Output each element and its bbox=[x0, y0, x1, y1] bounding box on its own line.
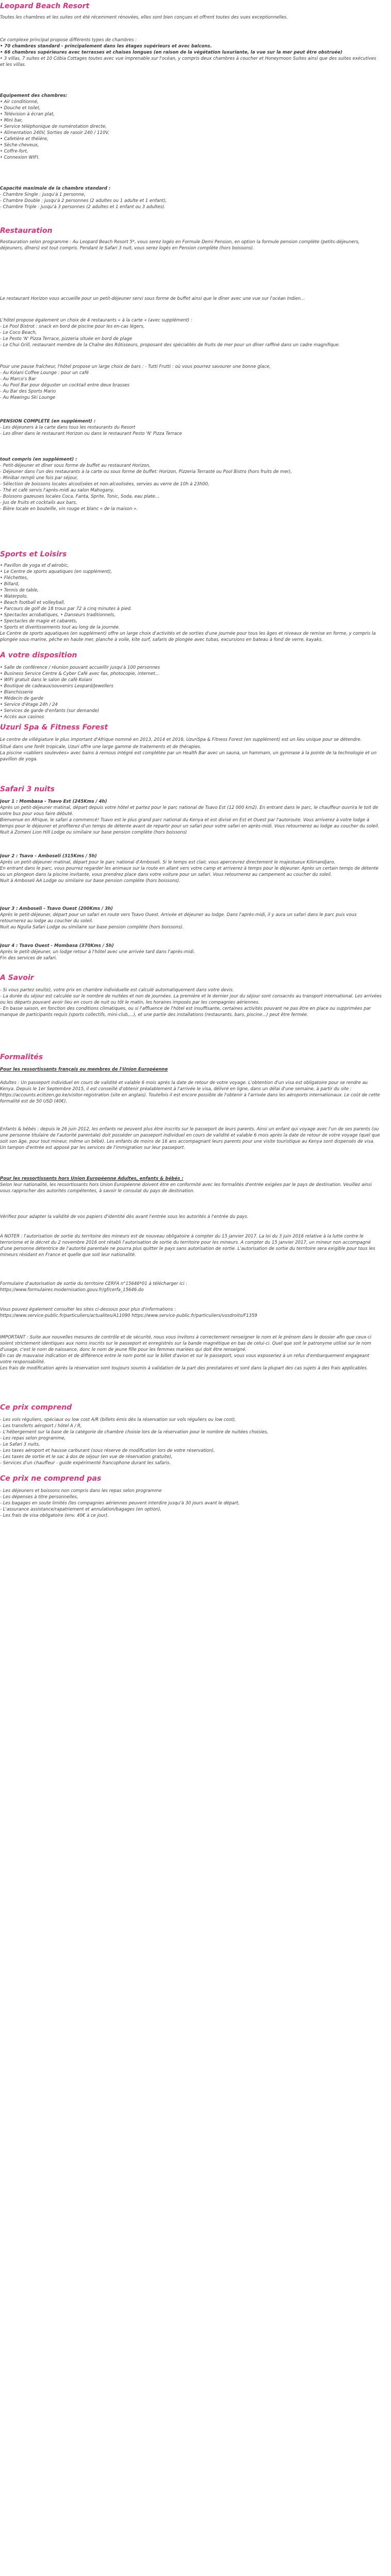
tout-compris bbox=[0, 456, 382, 512]
paragraph: - En basse saison, en fonction des conditions climatiques, ou si l'affluence de l'hôtel est insuffisante, certaines activités pouvant ne pas être en place ou supprimées par manque de participants requis (sports collectifs, mini-club,...), et une partie des installations (restaurants, bars, piscine...) peut être fermée. bbox=[0, 1006, 372, 1018]
list-item: - Les taxes de sortie et le sac à dos de séjour (en vue de réservation gratuite), bbox=[0, 1454, 173, 1460]
day-text: Après un petit-déjeuner matinal, départ pour le parc national d'Amboseli. Si le temps est clair, vous apercevrez directement le majestueux Kilimandjaro. En entrant dans le parc, vous pourrez regarder les animaux sur la route en allant vers votre camp et arriverez à temps pour le déjeuner. Après un certain temps de détente ou un plongeon dans la piscine invitante, vous prendrez place dans votre voiture pour un safari. Vous retournerez au campement au coucher du soleil. Nuit à Amboseli AA Lodge ou similaire sur base pension complète (hors boissons). bbox=[0, 860, 379, 884]
day-heading: Jour 2 : Tsavo - Amboseli (315Kms / 5h) bbox=[0, 854, 97, 859]
sports-list bbox=[0, 563, 382, 643]
day-heading: Jour 3 : Amboseli - Tsavo Ouest (200Kms / 3h) bbox=[0, 906, 113, 911]
list-item: • Service d'étage 24h / 24 bbox=[0, 702, 382, 708]
list-item: - Les vols réguliers, spéciaux ou low cost A/R (billets émis dès la réservation sur vols réguliers ou low cost), bbox=[0, 1417, 236, 1422]
disposition-list bbox=[0, 665, 382, 720]
list-item: • Spectacles acrobatiques, • Danseurs traditionnels, bbox=[0, 612, 382, 618]
day-text: Après le petit-déjeuner, départ pour un safari en route vers Tsavo Ouest. Arrivée et déjeuner au lodge. Dans l'après-midi, il y aura un safari dans le parc puis vous retournerez au lodge au coucher du soleil. Nuit au Ngulia Safari Lodge ou similaire sur base pension complète (hors boissons). bbox=[0, 912, 357, 930]
list-item: • Médecin de garde bbox=[0, 696, 382, 702]
list-item: - Les taxes aéroport et hausse carburant (sous réserve de modification lors de votre réservation), bbox=[0, 1448, 215, 1453]
paragraph: Enfants & bébés : depuis le 26 juin 2012, les enfants ne peuvent plus être inscrits sur le passeport de leurs parents. Ainsi un enfant qui voyage avec l'un de ses parents (ou une personne titulaire de l'autorité parentale) doit posséder un passeport individuel en cours de validité et valable 6 mois après la date de retour de votre voyage (quel que soit son âge, pour tout mineur, même un bébé). Les enfants de moins de 16 ans accompagnant leurs parents pour une visite touristique au Kenya sont dispensés de visa. Un tampon d'entrée est apposé par les services de l'immigration sur leur passeport. bbox=[0, 1127, 382, 1150]
formalites-ue bbox=[0, 1066, 382, 1073]
list-item: • Beach football et volleyball, bbox=[0, 600, 382, 606]
restaurants-intro: L'hôtel propose également un choix de 4 restaurants « à la carte » (avec supplément) : bbox=[0, 318, 192, 323]
comprend-list bbox=[0, 1417, 382, 1466]
section-title-savoir: A Savoir bbox=[0, 974, 34, 982]
list-item: • Mini bar, bbox=[0, 117, 382, 124]
paragraph: Selon leur nationalité, les ressortissants hors Union Européenne doivent être en conformité avec les formalités d'entrée exigées par le pays de destination. Veuillez ainsi vous rapprocher des autorités compétentes, à savoir le consulat du pays de destination. bbox=[0, 1182, 373, 1194]
list-item: - Services d'un chauffeur - guide expérimenté francophone durant les safaris. bbox=[0, 1461, 171, 1466]
restaurant-line: - Le Pesto 'N' Pizza Terrace, pizzeria située en bord de plage bbox=[0, 336, 133, 342]
paragraph: - La durée du séjour est calculée sur le nombre de nuitées et non de journées. La première et le dernier jour du séjour sont consacrés au transport international. Les arrivées ou les départs pouvant avoir lieu en cours de nuit ou tôt le matin, les horaires imposés par les compagnies aériennes. bbox=[0, 994, 383, 1005]
pension-line: - Les dîner dans le restaurant Horizon ou dans le restaurant Pesto 'N' Pizza Terrace bbox=[0, 431, 182, 436]
list-item: • Accès aux casinos bbox=[0, 714, 382, 720]
section-title-safari: Safari 3 nuits bbox=[0, 785, 55, 793]
list-item: • Salle de conférence / réunion pouvant accueillir jusqu'à 100 personnes bbox=[0, 665, 382, 671]
paragraph: Le centre de villégiature le plus important d'Afrique nommé en 2013, 2014 et 2016, UzuriSpa & Fitness Forest (en supplément) est un lieu unique pour se détendre. bbox=[0, 737, 362, 742]
section-title-ne-comprend: Ce prix ne comprend pas bbox=[0, 1475, 102, 1483]
tout-line: - Petit-déjeuner et dîner sous forme de buffet au restaurant Horizon, bbox=[0, 463, 151, 468]
ne-comprend-list bbox=[0, 1488, 382, 1519]
list-item: • Pavillon de yoga et d'aérobic, bbox=[0, 563, 382, 569]
bar-line: - Au Mawingu Ski Lounge bbox=[0, 395, 56, 400]
list-item: • Cafetière et théière, bbox=[0, 136, 382, 142]
day-text: Après un petit-déjeuner matinal, départ depuis votre hôtel et partez pour le parc national de Tsavo Est (12 000 km2). En entrant dans le parc, le chauffeur ouvrira le toit de votre bus pour vous faire débuté. Bienvenue en Afrique, le safari a commencé! Tsavo est le plus grand parc national du Kenya et est divisé en Est et Ouest par l'autoroute. Vous arriverez à votre lodge à temps pour le déjeuner et profiterez d'un temps de détente avant de repartir pour un safari pour votre safari en après-midi. Vous retournerez au lodge au coucher du soleil. Nuit à Zomeni Lion Hill Lodge ou similaire sur base pension complète (hors boissons) bbox=[0, 805, 380, 835]
list-item: • 3 villas, 7 suites et 10 Cóbia Cottages toutes avec vue imprenable sur l'océan, y compris deux chambres à coucher et Honeymoon Suites ainsi que des suites exécutives et les villas. bbox=[0, 56, 382, 68]
list-item: • Alimentation 240V, Sorties de rasoir 240 / 110V, bbox=[0, 130, 382, 136]
bars bbox=[0, 364, 382, 401]
list-item: • Billard, bbox=[0, 581, 382, 587]
capacity-line: - Chambre Double : jusqu'à 2 personnes (2 adultes ou 1 adulte et 1 enfant), bbox=[0, 198, 167, 204]
list-item: - Les dépenses à titre personnelles, bbox=[0, 1495, 78, 1500]
formalites-note bbox=[0, 1233, 382, 1258]
list-item: • Sèche-cheveux, bbox=[0, 142, 382, 148]
list-item: • Waterpolo, bbox=[0, 594, 382, 600]
bar-line: - Au Marco's Bar bbox=[0, 377, 36, 382]
paragraph: La piscine «sabliers soulevées» avec bains à remous intégré est complétée par un Health Bar avec un sauna, un hammam, un gymnase à la pointe de la technologie et un pavillon de yoga. bbox=[0, 751, 378, 762]
bar-line: - Au Pool Bar pour déguster un cocktail entre deux brasses bbox=[0, 383, 129, 388]
list-item: - Les frais de visa obligatoire (env. 40€ à ce jour). bbox=[0, 1513, 109, 1518]
equipment bbox=[0, 93, 382, 161]
list-item: • WIFI gratuit dans le salon de café Kolani bbox=[0, 677, 382, 683]
formalites-enfants bbox=[0, 1126, 382, 1151]
sports-items bbox=[0, 563, 382, 631]
restaurant-line: - Le Chui Grill, restaurant membre de la Chaîne des Rôtisseurs, proposant des spécialités de fruits de mer pour un dîner raffiné dans un cadre magnifique. bbox=[0, 343, 340, 348]
day-text: Après le petit-déjeuner, un lodge retour à l'hôtel avec une arrivée tard dans l'après-midi. Fin des services de safari. bbox=[0, 950, 196, 961]
safari-day-1 bbox=[0, 799, 382, 836]
section-title-sports: Sports et Loisirs bbox=[0, 550, 67, 558]
list-item: • Parcours de golf de 18 trous par 72 à cinq minutes à pied. bbox=[0, 606, 382, 612]
tout-line: - Sélection de boissons locales alcoolisées et non-alcoolisées, servies au verre de 10h à 23h00, bbox=[0, 482, 209, 487]
restaurant-line: - Le Coco Beach, bbox=[0, 330, 37, 335]
list-item: - L'hébergement sur la base de la catégorie de chambre choisie lors de la réservation pour le nombre de nuitées choisies, bbox=[0, 1430, 269, 1435]
pension-complete bbox=[0, 418, 382, 437]
capacity-line: - Chambre Single : jusqu'à 1 personne, bbox=[0, 192, 86, 197]
list-item: • Sports et divertissements tout au long de la journée. bbox=[0, 624, 382, 631]
paragraph: Formulaire d'autorisation de sortie du territoire CERFA n°15646*01 à télécharger ici : https://www.formulaires.modernisation.gouv.fr/gf/cerfa_15646.do bbox=[0, 1281, 187, 1293]
list-item: • Fléchettes, bbox=[0, 575, 382, 581]
room-types-list bbox=[0, 43, 382, 68]
restauration-p1 bbox=[0, 239, 382, 251]
list-item: - L'assurance assistance/rapatriement et annulation/bagages (en option), bbox=[0, 1507, 162, 1512]
tout-line: - Bière locale en bouteille, vin rouge et blanc « de la maison ». bbox=[0, 506, 138, 512]
leopard-intro bbox=[0, 14, 382, 21]
subheading: Pour les ressortissants hors Union Européenne Adultes, enfants & bébés : bbox=[0, 1176, 184, 1181]
section-title-spa: Uzuri Spa & Fitness Forest bbox=[0, 723, 108, 732]
restauration-p2 bbox=[0, 296, 382, 302]
tout-line: - Boissons gazeuses locales Coca, Fanta, Sprite, Tonic, Soda, eau plate... bbox=[0, 494, 159, 499]
safari-day-4 bbox=[0, 943, 382, 961]
tout-line: - Thé et café servis l'après-midi au salon Mahogany, bbox=[0, 488, 115, 493]
bar-line: - Au Kolani Coffee Lounge : pour un café bbox=[0, 370, 89, 376]
equipment-list bbox=[0, 99, 382, 161]
pension-title: PENSION COMPLETE (en supplément) : bbox=[0, 419, 96, 424]
list-item: • Télévision à écran plat, bbox=[0, 111, 382, 117]
tout-line: - Jus de fruits et cocktails aux bars, bbox=[0, 500, 77, 505]
list-item: - Le Safari 3 nuits, bbox=[0, 1442, 40, 1447]
list-item: • Air conditionné, bbox=[0, 99, 382, 105]
day-heading: Jour 1 : Mombasa - Tsavo Est (245Kms / 4h) bbox=[0, 799, 107, 804]
tout-title: tout compris (en supplément) : bbox=[0, 457, 77, 462]
paragraph: IMPORTANT : Suite aux nouvelles mesures de contrôle et de sécurité, nous vous invitons à correctement renseigner le nom et le prénom dans le dossier afin que ceux-ci soient strictement identiques aux noms inscrits sur le passeport et enregistrés sur la bande magnétique en bas de celui-ci. Quel que soit le patronyme utilisé sur le nom d'usage, c'est le nom de naissance, donc le nom de jeune fille pour les femmes mariées qui doit être renseigné. En cas de mauvaise indication et de différence entre le nom porté sur le billet d'avion et sur le passeport, vous vous exposeriez à un refus d'embarquement engageant votre responsabilité. Les frais de modification après la réservation sont toujours soumis à validation de la part des prestataires et sont dans la plupart des cas sujets à des frais applicables. bbox=[0, 1335, 372, 1371]
restaurants bbox=[0, 317, 382, 348]
list-item: • Le Centre de sports aquatiques (en supplément), bbox=[0, 569, 382, 575]
formalites-adultes bbox=[0, 1080, 382, 1105]
day-heading: Jour 4 : Tsavo Ouest - Mombasa (370Kms / 5h) bbox=[0, 943, 114, 948]
list-item: • Boutique de cadeaux/souvenirs Leopard/Jewellers bbox=[0, 683, 382, 689]
list-item: - Les repas selon programme, bbox=[0, 1436, 66, 1441]
bars-intro: Pour une pause fraîcheur, l'hôtel propose un large choix de bars : - Tutti Frutti : où vous pourrez savourer une bonne glace, bbox=[0, 364, 271, 369]
room-types bbox=[0, 37, 382, 68]
pension-line: - Les déjeuners à la carte dans tous les restaurants du Resort bbox=[0, 425, 136, 430]
list-item: • Business Service Centre & Cyber Café avec fax, photocopie, internet... bbox=[0, 671, 382, 677]
list-item: • 70 chambres standard - principalement dans les étages supérieurs et avec balcons. bbox=[0, 43, 382, 49]
tout-line: - Déjeuner dans l'un des restaurants à la carte ou sous forme de buffet: Horizon, Pizzeria Terrasté ou Pool Bistro (hors fruits de mer), bbox=[0, 469, 292, 474]
section-title-leopard: Leopard Beach Resort bbox=[0, 2, 90, 10]
restaurant-line: - Le Pool Bistrot : snack en bord de piscine pour les en-cas légers, bbox=[0, 324, 145, 329]
list-item: - Les transferts aéroport / hôtel A / R, bbox=[0, 1423, 82, 1429]
list-item: - Les bagages en soute limités (les compagnies aériennes peuvent interdire jusqu'à 30 jours avant le départ, bbox=[0, 1501, 240, 1506]
spa-text bbox=[0, 737, 382, 762]
savoir-text bbox=[0, 987, 382, 1018]
paragraph: Adultes : Un passeport individuel en cours de validité et valable 6 mois après la date de retour de votre voyage. L'obtention d'un visa est obligatoire pour se rendre au Kenya. Depuis le 1er Septembre 2015, il est conseillé d'obtenir préalablement à l'arrivée le visa, délivré en ligne, dans un délai d'une semaine, à partir du site : https://accounts.ecitizen.go.ke/visitor-registration (site en anglais). Toutefois il est encore possible de l'obtenir à l'arrivée dans les aéroports internationaux. Le coût de cette formalité est de 50 USD (40€). bbox=[0, 1080, 382, 1104]
section-title-disposition: A votre disposition bbox=[0, 651, 77, 659]
sports-paragraph: Le Centre de sports aquatiques (en supplément) offre un large choix d'activités et de sorties d'une journée pour tous les âges et niveaux de remise en forme, y compris la plongée sous-marine, pêche en haute mer, planche à voile, kite surf, safaris de plongée avec tubas, excursions en bateau à fond de verre, kayaks. bbox=[0, 631, 378, 642]
section-title-restauration: Restauration bbox=[0, 227, 53, 235]
formalites-cerfa bbox=[0, 1281, 382, 1293]
capacity-title: Capacité maximale de la chambre standard : bbox=[0, 186, 111, 191]
list-item: • Services de garde d'enfants (sur demande) bbox=[0, 708, 382, 714]
formalites-service bbox=[0, 1307, 382, 1319]
safari-day-2 bbox=[0, 853, 382, 884]
equipment-title: Equipement des chambres: bbox=[0, 93, 68, 98]
paragraph: Vous pouvez également consulter les sites ci-dessous pour plus d'informations : https://www.service-public.fr/particuliers/actualites/A11090 https://www.service-public.fr/particuliers/vosdroits/F1359 bbox=[0, 1307, 257, 1318]
list-item: • 66 chambres supérieures avec terrasses et chaises longues (en raison de la végétation luxuriante, la vue sur la mer peut être obstruée) bbox=[0, 49, 382, 56]
section-title-formalites: Formalités bbox=[0, 1053, 43, 1061]
paragraph: Le restaurant Horizon vous accueille pour un petit-déjeuner servi sous forme de buffet ainsi que le dîner avec une vue sur l'océan Indien... bbox=[0, 296, 305, 301]
list-item: • Connexion WIFI. bbox=[0, 155, 382, 161]
bar-line: - Au Bar des Sports Mario bbox=[0, 389, 56, 394]
tout-line: - Minibar rempli une fois par séjour, bbox=[0, 476, 78, 481]
list-item: • Blanchisserie bbox=[0, 689, 382, 696]
formalites-important bbox=[0, 1334, 382, 1371]
intro-text: Toutes les chambres et les suites ont été récemment rénovées, elles sont bien conçues et offrent toutes des vues exceptionnelles. bbox=[0, 15, 288, 20]
safari-day-3 bbox=[0, 906, 382, 930]
paragraph: Restauration selon programme : Au Leopard Beach Resort 5*, vous serez logés en Formule Demi Pension, en option la formule pension complète (petits-déjeuners, déjeuners, dîners) est tout compris. Pendant le Safari 3 nuit, vous serez logés en Pension complète (hors boissons). bbox=[0, 240, 361, 251]
formalites-hors-ue bbox=[0, 1176, 382, 1194]
capacity-line: - Chambre Triple : jusqu'à 3 personnes (2 adultes et 1 enfant ou 3 adultes). bbox=[0, 205, 166, 210]
list-item: • Tennis de table, bbox=[0, 587, 382, 594]
formalites-verif bbox=[0, 1214, 382, 1220]
list-item: • Douche et toilet, bbox=[0, 105, 382, 111]
paragraph: Vérifiez pour adapter la validité de vos papiers d'identité dès avant l'entrée sous les autorités à l'entrée du pays. bbox=[0, 1214, 249, 1219]
section-title-comprend: Ce prix comprend bbox=[0, 1403, 72, 1412]
list-item: • Service téléphonique de numérotation directe, bbox=[0, 124, 382, 130]
room-types-intro: Ce complexe principal propose différents types de chambres : bbox=[0, 38, 137, 43]
paragraph: Situé dans une forêt tropicale, Uzuri offre une large gamme de traitements et de thérapies. bbox=[0, 744, 202, 750]
list-item: - Les déjeuners et boissons non compris dans les repas selon programme bbox=[0, 1488, 162, 1494]
paragraph: A NOTER : l'autorisation de sortie du territoire des mineurs est de nouveau obligatoire à compter du 15 janvier 2017. La loi du 3 juin 2016 relative à la lutte contre le terrorisme et le décret du 2 novembre 2016 ont rétabli l'autorisation de sortie du territoire pour les mineurs. A compter du 15 janvier 2017, un mineur non accompagné d'une personne détentrice de l'autorité parentale ne pourra plus quitter le pays sans autorisation de sortie. L'autorisation de sortie du territoire sera exigible pour tous les mineurs résidant en France et quelle que soit leur nationalité. bbox=[0, 1234, 377, 1258]
list-item: • Coffre-fort, bbox=[0, 148, 382, 155]
list-item: • Spectacles de magie et cabarets, bbox=[0, 618, 382, 624]
disposition-items bbox=[0, 665, 382, 720]
subheading: Pour les ressortissants français ou membres de l'Union Européenne bbox=[0, 1067, 168, 1072]
paragraph: - Si vous partez seul(e), votre prix en chambre individuelle est calculé automatiquement dans votre devis. bbox=[0, 988, 234, 993]
capacity bbox=[0, 185, 382, 210]
